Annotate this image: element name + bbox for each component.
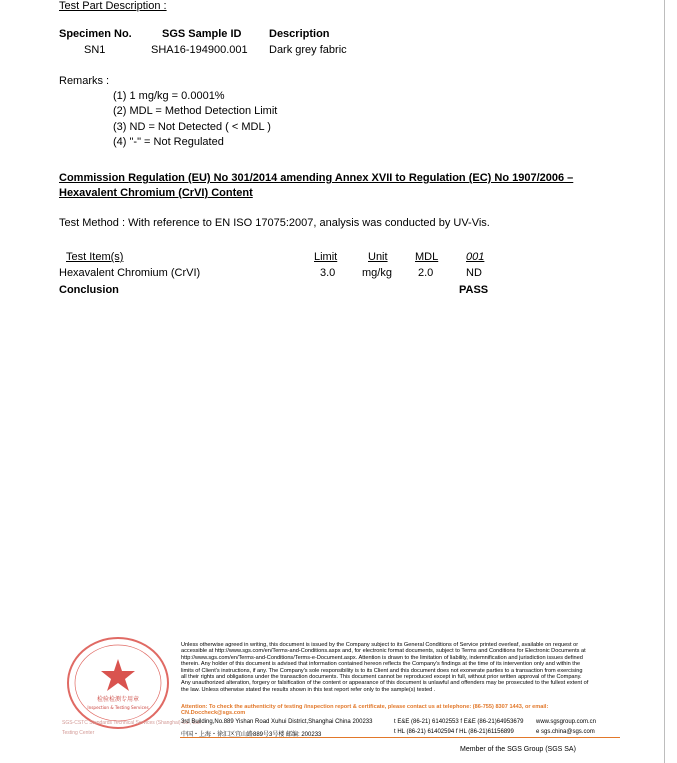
sample-id-header: SGS Sample ID <box>162 28 242 40</box>
regulation-title-line2: Hexavalent Chromium (CrVI) Content <box>59 187 253 199</box>
footer-member: Member of the SGS Group (SGS SA) <box>460 746 576 753</box>
seal-text-cn: 检验检测专用章 <box>96 696 140 703</box>
conclusion-value: PASS <box>459 284 489 296</box>
footer-email: e sgs.china@sgs.com <box>536 729 595 735</box>
remark-item: (4) "-" = Not Regulated <box>113 136 224 148</box>
conclusion-label: Conclusion <box>59 284 119 296</box>
description-header: Description <box>269 28 330 40</box>
remark-item: (1) 1 mg/kg = 0.0001% <box>113 90 225 102</box>
unit-value: mg/kg <box>362 267 392 279</box>
footer-address-cn: 中国・上海・徐汇区宜山路889号3号楼 邮编: 200233 <box>181 732 322 738</box>
regulation-title-line1: Commission Regulation (EU) No 301/2014 amending Annex XVII to Regulation (EC) No 1907/2006 – <box>59 172 574 184</box>
footer-address-en: 3rd Building,No.889 Yishan Road Xuhui District,Shanghai China 200233 <box>181 719 373 725</box>
seal-text-en: Inspection & Testing Services <box>87 705 149 710</box>
mdl-value: 2.0 <box>418 267 434 279</box>
limit-value: 3.0 <box>320 267 336 279</box>
remark-item: (3) ND = Not Detected ( < MDL ) <box>113 121 271 133</box>
footer-disclaimer: Unless otherwise agreed in writing, this document is issued by the Company subject to its General Conditions of Service printed overleaf, available on request or accessible at http://www.sgs.com/en/Terms-and-Conditions.aspx and, for electronic format documents, subject to Terms and Conditions for Electronic Documents at http://www.sgs.com/en/Terms-and-Conditions/Terms-e-Document.aspx. Attention is drawn to the limitation of liability, indemnification and jurisdiction issues defined therein. Any holder of this document is advised that information contained hereon reflects the Company's findings at the time of its intervention only and within the limits of Client's instructions, if any. The Company's sole responsibility is to its Client and this document does not exonerate parties to a transaction from exercising all their rights and obligations under the transaction documents. This document cannot be reproduced except in full, without prior written approval of the Company. Any unauthorized alteration, forgery or falsification of the content or appearance of this document is unlawful and offenders may be prosecuted to the fullest extent of the law. Unless otherwise stated the results shown in this test report refer only to the sample(s) tested . <box>181 642 589 693</box>
footer-website: www.sgsgroup.com.cn <box>536 719 597 725</box>
stamp-left-line2: Testing Center <box>62 730 95 736</box>
test-method: Test Method : With reference to EN ISO 17075:2007, analysis was conducted by UV-Vis. <box>59 217 490 229</box>
sample-id-value: SHA16-194900.001 <box>151 44 248 56</box>
specimen-no-header: Specimen No. <box>59 28 132 40</box>
footer-attention: Attention: To check the authenticity of testing /inspection report & certificate, please contact us at telephone: (86-755) 8307 1443, or email: CN.Doccheck@sgs.com <box>181 704 549 717</box>
test-item-value: Hexavalent Chromium (CrVI) <box>59 267 201 279</box>
sample-header: 001 <box>466 251 485 263</box>
sample-result-value: ND <box>466 267 482 279</box>
footer-phone2: t HL (86-21) 61402594 f HL (86-21)61156899 <box>394 729 514 735</box>
test-item-header: Test Item(s) <box>66 251 124 263</box>
footer-phone1: t E&E (86-21) 61402553 f E&E (86-21)64953679 <box>394 719 524 725</box>
remark-item: (2) MDL = Method Detection Limit <box>113 105 278 117</box>
unit-header: Unit <box>368 251 388 263</box>
limit-header: Limit <box>314 251 338 263</box>
mdl-header: MDL <box>415 251 439 263</box>
specimen-no-value: SN1 <box>84 44 106 56</box>
page-edge <box>664 0 665 763</box>
section-title: Test Part Description : <box>59 0 167 12</box>
stamp-left-line1: SGS-CSTC Standards Technical Services (Shanghai) Co., Ltd. <box>62 720 201 726</box>
description-value: Dark grey fabric <box>269 44 347 56</box>
remarks-label: Remarks : <box>59 75 110 87</box>
